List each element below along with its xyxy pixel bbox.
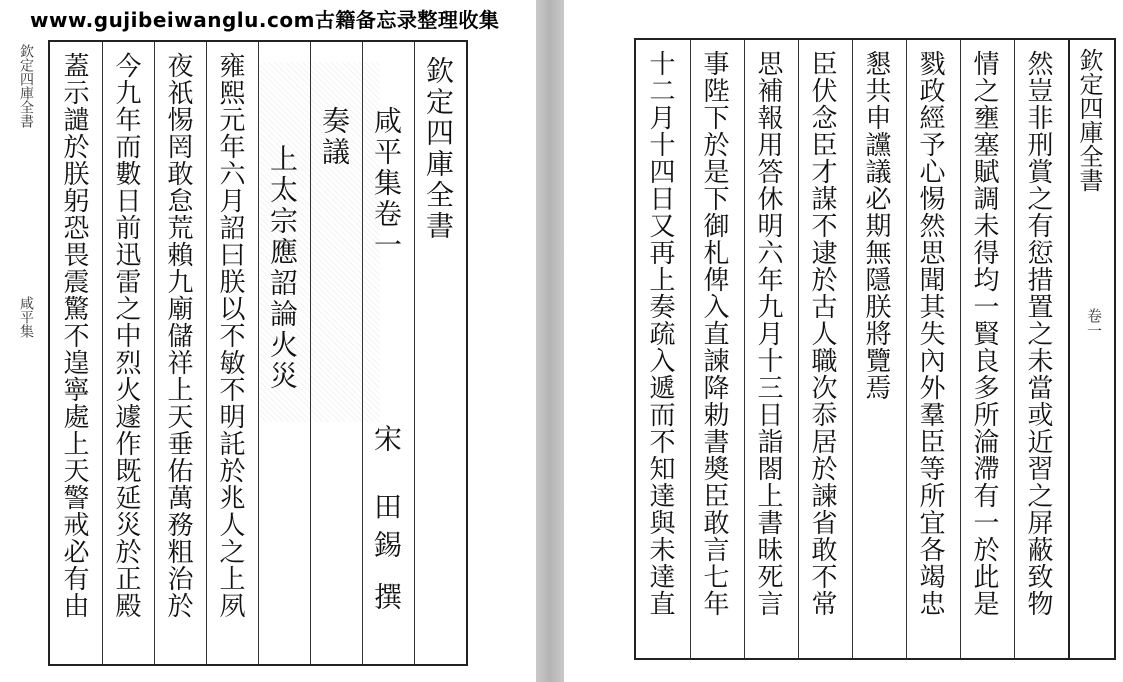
author-name: 田錫 bbox=[370, 492, 403, 568]
author-dynasty: 宋 bbox=[370, 424, 403, 455]
left-page-frame bbox=[48, 40, 468, 666]
column-body-12: 十二月十四日又再上奏疏入遞而不知達與未達直 bbox=[645, 50, 675, 617]
right-page bbox=[564, 36, 1123, 682]
left-page-edge-book: 咸平集 bbox=[18, 296, 34, 338]
column-body-2: 夜祇惕罔敢怠荒賴九廟儲祥上天垂佑萬務粗治於 bbox=[163, 52, 193, 619]
column-body-10: 思補報用答休明六年九月十三日詣閤上書昧死言 bbox=[753, 50, 783, 617]
left-page-edge-title: 欽定四庫全書 bbox=[18, 44, 34, 128]
column-body-7: 戮政經予心惕然思聞其失內外羣臣等所宜各竭忠 bbox=[915, 50, 945, 617]
right-page-edge-title: 欽定四庫全書 bbox=[1075, 48, 1103, 192]
column-volume-title: 咸平集卷一 bbox=[370, 106, 403, 261]
page-gutter bbox=[536, 0, 564, 682]
column-body-5: 然豈非刑賞之有愆措置之未當或近習之屏蔽致物 bbox=[1023, 50, 1053, 617]
author-role: 撰 bbox=[370, 582, 403, 613]
column-body-9: 臣伏念臣才謀不逮於古人職次忝居於諫省敢不常 bbox=[807, 50, 837, 617]
column-body-8: 懇共申讜議必期無隱朕將覽焉 bbox=[861, 50, 891, 401]
right-page-margin-frame bbox=[1070, 38, 1116, 660]
left-page bbox=[0, 36, 536, 682]
column-body-6: 情之壅塞賦調未得均一賢良多所淪滯有一於此是 bbox=[969, 50, 999, 617]
column-body-3: 今九年而數日前迅雷之中烈火遽作既延災於正殿 bbox=[111, 52, 141, 619]
watermark-text: www.gujibeiwanglu.com古籍备忘录整理收集 bbox=[30, 8, 500, 32]
column-section: 奏議 bbox=[318, 106, 351, 168]
column-title: 欽定四庫全書 bbox=[422, 56, 455, 242]
column-body-11: 事陛下於是下御札俾入直諫降勅書奬臣敢言七年 bbox=[699, 50, 729, 617]
column-memorial-title: 上太宗應詔論火災 bbox=[266, 144, 299, 392]
column-body-4: 蓋示譴於朕躬恐畏震驚不遑寧處上天警戒必有由 bbox=[59, 52, 89, 619]
column-body-1: 雍熙元年六月詔曰朕以不敏不明託於兆人之上夙 bbox=[215, 52, 245, 619]
right-page-frame bbox=[634, 38, 1070, 660]
right-page-edge-volume: 卷一 bbox=[1085, 308, 1103, 338]
